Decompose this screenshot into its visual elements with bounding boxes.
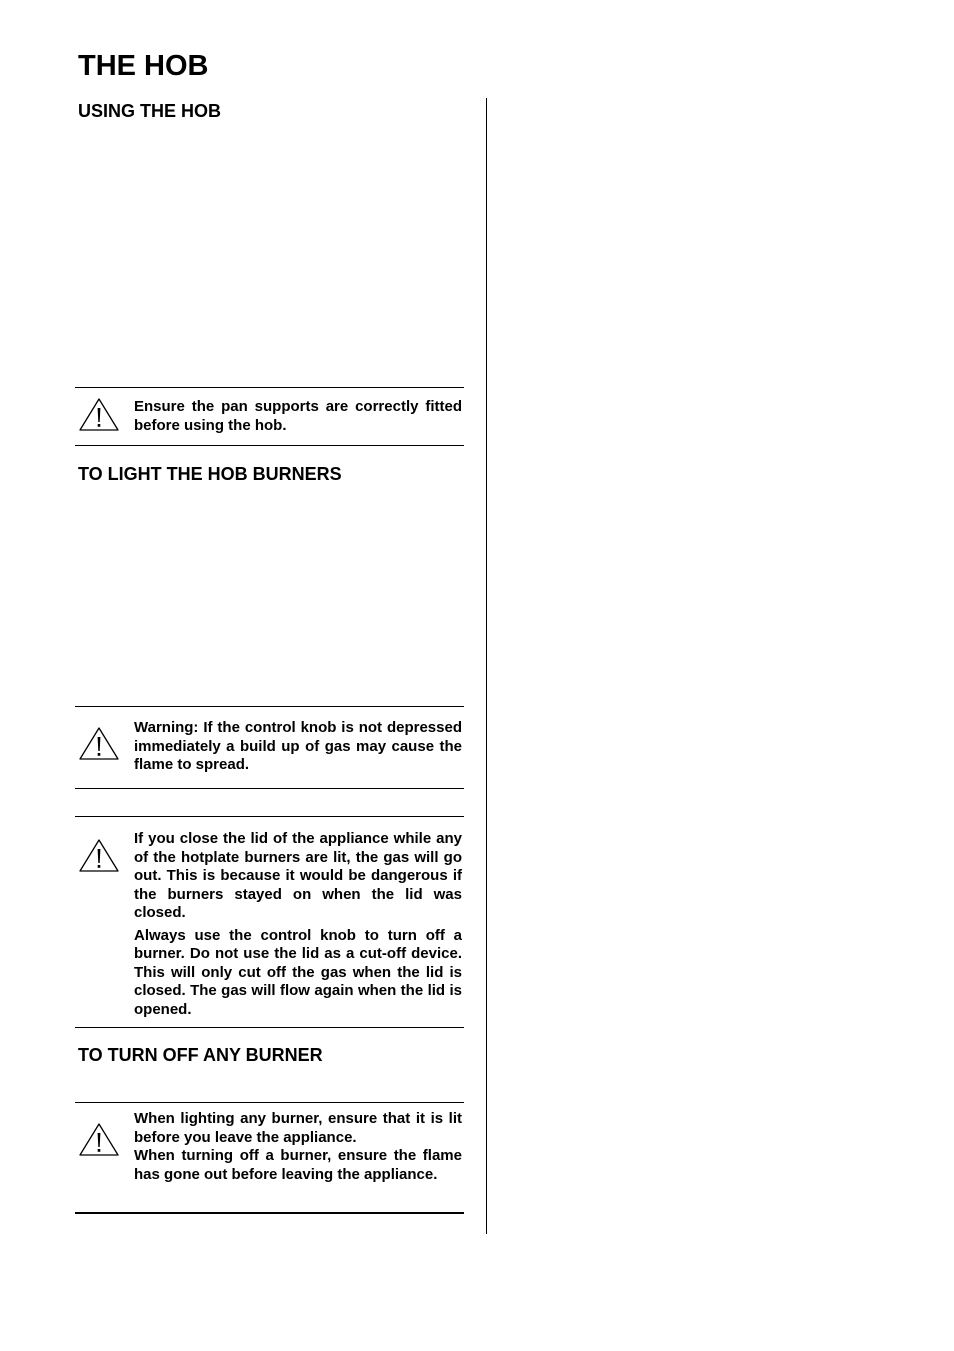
warning-leaving-paragraph-2: When turning off a burner, ensure the flame has gone out before leaving the appliance.	[134, 1147, 462, 1183]
warning-pan-supports-text	[134, 398, 462, 435]
warning-lid-text	[134, 830, 462, 1019]
warning-control-knob-paragraph: Warning: If the control knob is not depressed immediately a build up of gas may cause the flame to spread.	[134, 719, 462, 773]
warning-leaving-appliance	[75, 1102, 464, 1214]
column-divider	[486, 98, 487, 1234]
heading-using-the-hob: USING THE HOB	[78, 101, 222, 121]
warning-leaving-appliance-text	[134, 1110, 462, 1184]
warning-lid	[75, 816, 464, 1028]
heading-to-turn-off-any-burner: TO TURN OFF ANY BURNER	[78, 1045, 323, 1065]
warning-lid-paragraph-1: If you close the lid of the appliance while any of the hotplate burners are lit, the gas will go out. This is because it would be dangerous if the burners stayed on when the lid was closed.	[134, 830, 462, 921]
heading-to-light-the-hob-burners: TO LIGHT THE HOB BURNERS	[78, 464, 342, 484]
warning-control-knob	[75, 706, 464, 789]
warning-leaving-paragraph-1: When lighting any burner, ensure that it is lit before you leave the appliance.	[134, 1110, 462, 1146]
warning-control-knob-text	[134, 719, 462, 775]
warning-triangle-icon	[78, 1122, 120, 1158]
page-title: THE HOB	[78, 50, 209, 82]
warning-triangle-icon	[78, 838, 120, 874]
warning-pan-supports-paragraph: Ensure the pan supports are correctly fitted before using the hob.	[134, 398, 462, 434]
warning-pan-supports	[75, 387, 464, 446]
warning-triangle-icon	[78, 726, 120, 762]
warning-triangle-icon	[78, 397, 120, 433]
warning-lid-paragraph-2: Always use the control knob to turn off a burner. Do not use the lid as a cut-off device. This will only cut off the gas when the lid is closed. The gas will flow again when the lid is opened.	[134, 926, 462, 1018]
